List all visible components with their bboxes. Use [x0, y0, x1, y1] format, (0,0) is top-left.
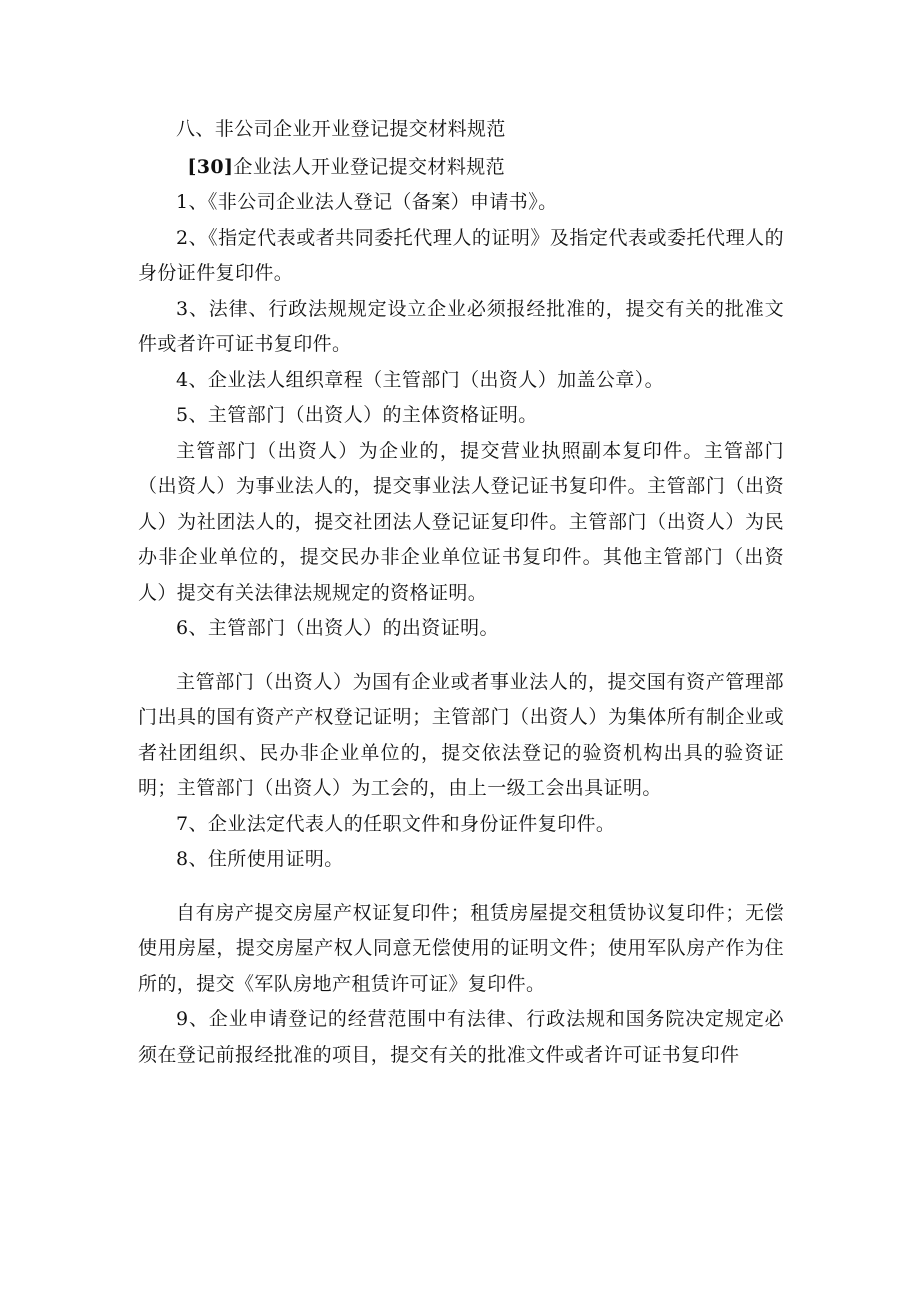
item-5-detail: 主管部门（出资人）为企业的，提交营业执照副本复印件。主管部门（出资人）为事业法人的，提交事业法人登记证书复印件。主管部门（出资人）为社团法人的，提交社团法人登记证复印件。主管部门（出资人）为民办非企业单位的，提交民办非企业单位证书复印件。其他主管部门（出资人）提交有关法律法规规定的资格证明。	[138, 439, 784, 604]
item-7: 7、企业法定代表人的任职文件和身份证件复印件。	[176, 812, 616, 835]
item-4: 4、企业法人组织章程（主管部门（出资人）加盖公章）。	[176, 368, 664, 391]
item-8-detail: 自有房产提交房屋产权证复印件；租赁房屋提交租赁协议复印件；无偿使用房屋，提交房屋产权人同意无偿使用的证明文件；使用军队房产作为住所的，提交《军队房地产租赁许可证》复印件。	[138, 901, 784, 995]
item-9: 9、企业申请登记的经营范围中有法律、行政法规和国务院决定规定必须在登记前报经批准的项目，提交有关的批准文件或者许可证书复印件	[138, 1008, 784, 1066]
item-5: 5、主管部门（出资人）的主体资格证明。	[176, 404, 538, 426]
item-3: 3、法律、行政法规规定设立企业必须报经批准的，提交有关的批准文件或者许可证书复印件。	[138, 297, 784, 355]
subheading-text: 企业法人开业登记提交材料规范	[233, 155, 506, 178]
document-page	[138, 112, 784, 1073]
item-6: 6、主管部门（出资人）的出资证明。	[176, 617, 499, 639]
subheading	[138, 150, 784, 186]
item-8: 8、住所使用证明。	[176, 848, 344, 870]
item-2: 2、《指定代表或者共同委托代理人的证明》及指定代表或委托代理人的身份证件复印件。	[138, 226, 784, 284]
item-1: 1、《非公司企业法人登记（备案）申请书》。	[176, 191, 558, 213]
subheading-number: [30]	[187, 155, 234, 178]
section-heading: 八、非公司企业开业登记提交材料规范	[176, 118, 506, 140]
item-6-detail: 主管部门（出资人）为国有企业或者事业法人的，提交国有资产管理部门出具的国有资产产权登记证明；主管部门（出资人）为集体所有制企业或者社团组织、民办非企业单位的，提交依法登记的验资机构出具的验资证明；主管部门（出资人）为工会的，由上一级工会出具证明。	[138, 670, 784, 799]
